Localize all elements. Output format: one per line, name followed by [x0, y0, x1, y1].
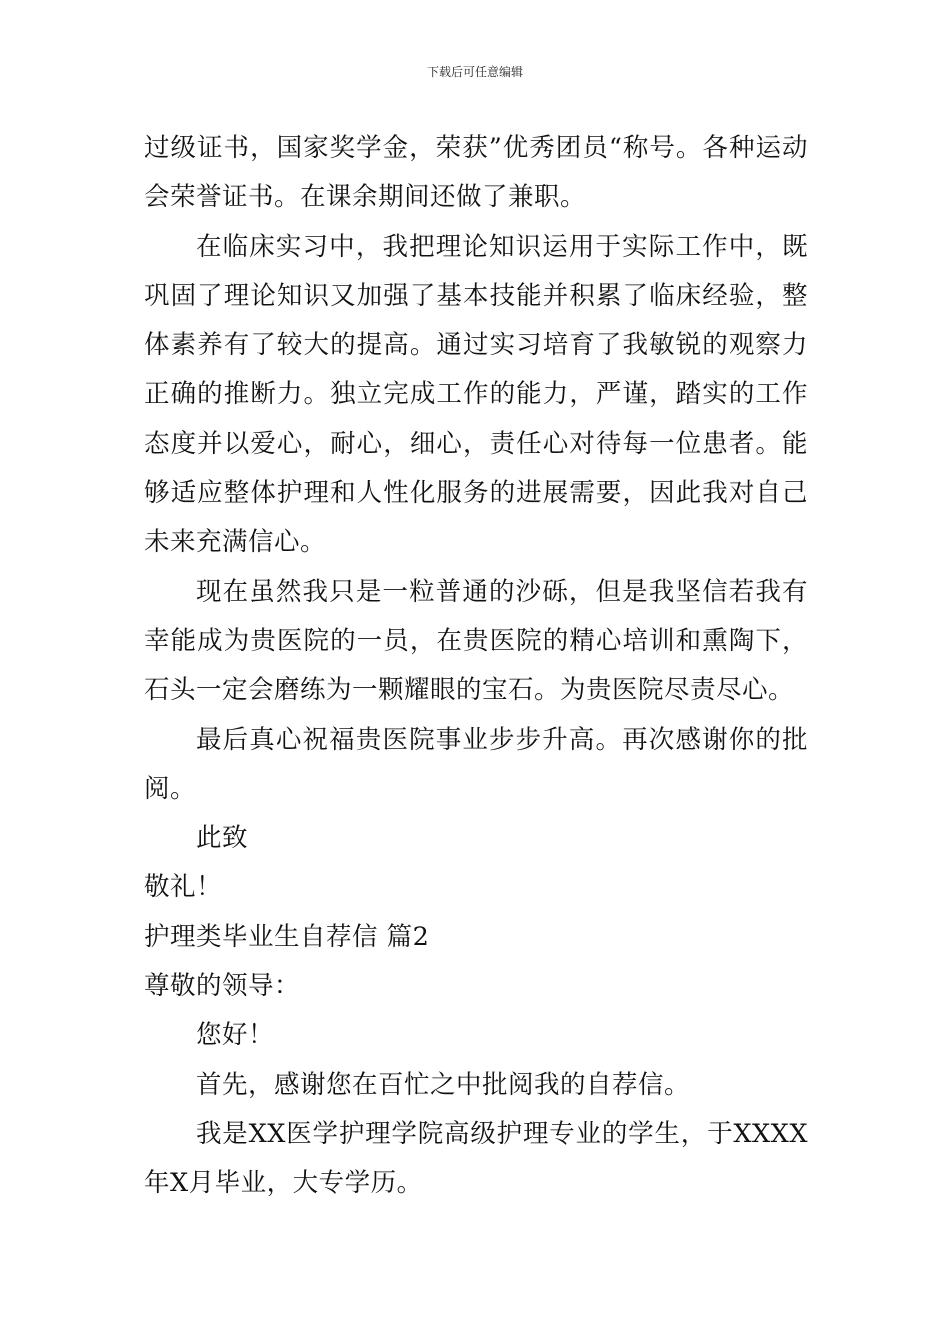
letter-hello: 您好！: [196, 1020, 275, 1051]
salutation-jingli: 敬礼！: [144, 872, 223, 903]
paragraph-achievements: 过级证书，国家奖学金，荣获”优秀团员“称号。各种运动会荣誉证书。在课余期间还做了兼职。: [144, 133, 808, 213]
paragraph-clinical-internship: 在临床实习中，我把理论知识运用于实际工作中，既巩固了理论知识又加强了基本技能并积累了临床经验，整体素养有了较大的提高。通过实习培育了我敏锐的观察力正确的推断力。独立完成工作的能力，严谨，踏实的工作态度并以爱心，耐心，细心，责任心对待每一位患者。能够适应整体护理和人性化服务的进展需要，因此我对自己未来充满信心。: [144, 231, 808, 558]
page-header: 下载后可任意编辑: [426, 65, 523, 79]
paragraph-closing-wish: 最后真心祝福贵医院事业步步升高。再次感谢你的批阅。: [144, 724, 808, 804]
paragraph-introduction: 我是XX医学护理学院高级护理专业的学生，于XXXX年X月毕业，大专学历。: [144, 1118, 808, 1199]
paragraph-aspiration: 现在虽然我只是一粒普通的沙砾，但是我坚信若我有幸能成为贵医院的一员，在贵医院的精心培训和熏陶下，石头一定会磨练为一颗耀眼的宝石。为贵医院尽责尽心。: [144, 576, 808, 706]
letter-greeting: 尊敬的领导：: [144, 971, 301, 1002]
section-title: 护理类毕业生自荐信 篇2: [144, 921, 430, 952]
paragraph-thanks: 首先，感谢您在百忙之中批阅我的自荐信。: [196, 1069, 691, 1100]
document-body: [144, 124, 808, 1209]
salutation-cizhi: 此致: [196, 823, 249, 854]
